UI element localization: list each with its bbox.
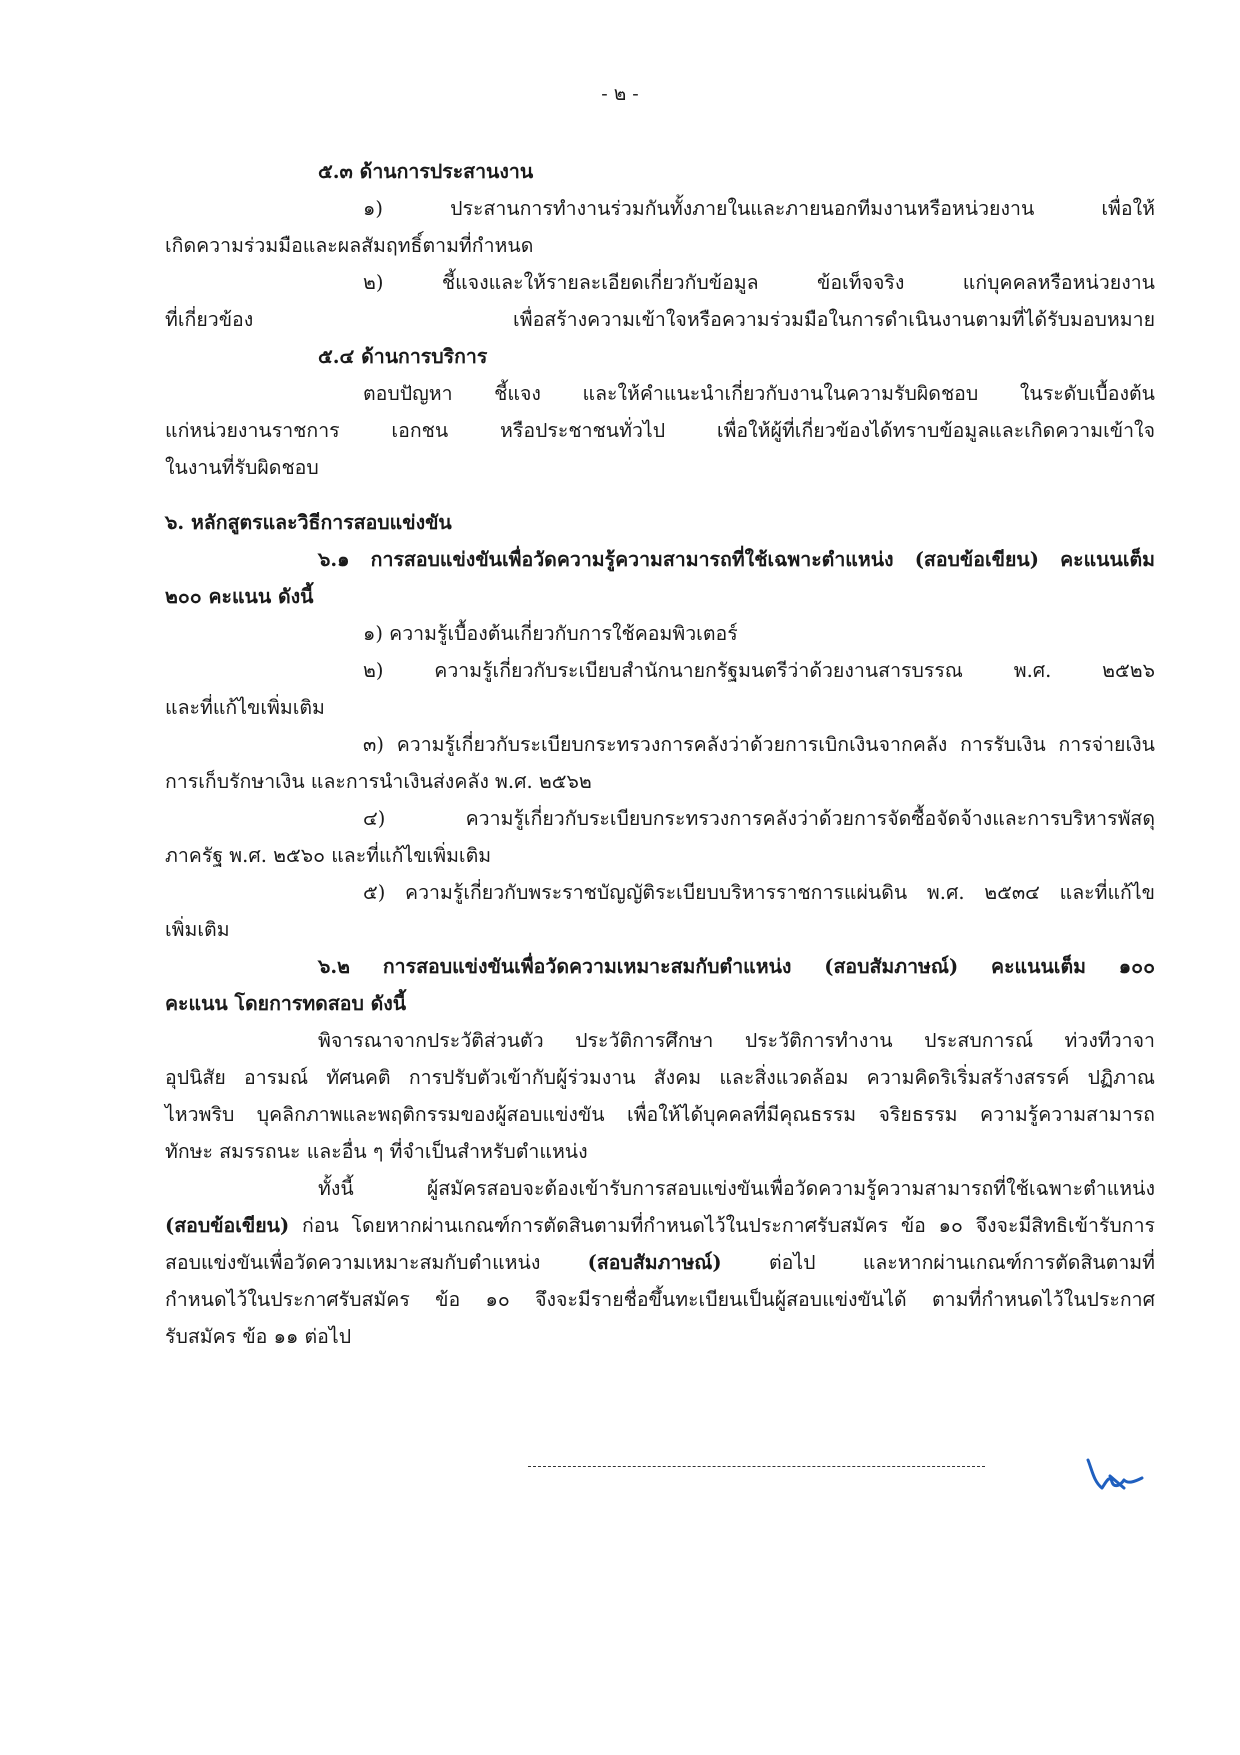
dashed-divider [528,1466,985,1467]
paragraph-line: กำหนดไว้ในประกาศรับสมัคร ข้อ ๑๐ จึงจะมีรายชื่อขึ้นทะเบียนเป็นผู้สอบแข่งขันได้ ตามที่กำหนดไว้ในประกาศ [165,1288,1155,1311]
section-5-4-title: ๕.๔ ด้านการบริการ [318,345,488,368]
signature-icon [1080,1448,1150,1498]
paragraph-line: ไหวพริบ บุคลิกภาพและพฤติกรรมของผู้สอบแข่งขัน เพื่อให้ได้บุคคลที่มีคุณธรรม จริยธรรม ความรู้ความสามารถ [165,1103,1155,1126]
paragraph-line: เกิดความร่วมมือและผลสัมฤทธิ์ตามที่กำหนด [165,234,534,257]
text-run: ก่อน โดยหากผ่านเกณฑ์การตัดสินตามที่กำหนดไว้ในประกาศรับสมัคร ข้อ ๑๐ จึงจะมีสิทธิเข้ารับการ [289,1214,1155,1237]
list-item: ๔) ความรู้เกี่ยวกับระเบียบกระทรวงการคลังว่าด้วยการจัดซื้อจัดจ้างและการบริหารพัสดุ [363,807,1155,830]
section-6-1-title-cont: ๒๐๐ คะแนน ดังนี้ [165,585,314,608]
paragraph-line: อุปนิสัย อารมณ์ ทัศนคติ การปรับตัวเข้ากับผู้ร่วมงาน สังคม และสิ่งแวดล้อม ความคิดริเริ่มสร้างสรรค์ ปฏิภาณ [165,1066,1155,1089]
section-6-2-title: ๖.๒ การสอบแข่งขันเพื่อวัดความเหมาะสมกับตำแหน่ง (สอบสัมภาษณ์) คะแนนเต็ม ๑๐๐ [318,955,1155,978]
section-6-1-title: ๖.๑ การสอบแข่งขันเพื่อวัดความรู้ความสามารถที่ใช้เฉพาะตำแหน่ง (สอบข้อเขียน) คะแนนเต็ม [318,548,1155,571]
section-6-title: ๖. หลักสูตรและวิธีการสอบแข่งขัน [165,511,452,534]
section-5-3-title: ๕.๓ ด้านการประสานงาน [318,160,534,183]
list-item: ๑) ความรู้เบื้องต้นเกี่ยวกับการใช้คอมพิวเตอร์ [363,622,738,645]
list-item-cont: เพิ่มเติม [165,918,230,941]
list-item: ๓) ความรู้เกี่ยวกับระเบียบกระทรวงการคลังว่าด้วยการเบิกเงินจากคลัง การรับเงิน การจ่ายเงิน [363,733,1155,756]
list-item: ๕) ความรู้เกี่ยวกับพระราชบัญญัติระเบียบบริหารราชการแผ่นดิน พ.ศ. ๒๕๓๔ และที่แก้ไข [363,881,1155,904]
paragraph-line: ๒) ชี้แจงและให้รายละเอียดเกี่ยวกับข้อมูล ข้อเท็จจริง แก่บุคคลหรือหน่วยงาน [363,271,1155,294]
page-number: - ๒ - [601,83,639,105]
bold-term: (สอบสัมภาษณ์) [587,1251,722,1274]
paragraph-line: พิจารณาจากประวัติส่วนตัว ประวัติการศึกษา ประวัติการทำงาน ประสบการณ์ ท่วงทีวาจา [318,1029,1155,1052]
paragraph-line: ทั้งนี้ ผู้สมัครสอบจะต้องเข้ารับการสอบแข่งขันเพื่อวัดความรู้ความสามารถที่ใช้เฉพาะตำแหน่ง [318,1177,1155,1200]
paragraph-line: ทักษะ สมรรถนะ และอื่น ๆ ที่จำเป็นสำหรับตำแหน่ง [165,1140,588,1163]
paragraph-line: ที่เกี่ยวข้อง เพื่อสร้างความเข้าใจหรือความร่วมมือในการดำเนินงานตามที่ได้รับมอบหมาย [165,308,1155,331]
paragraph-line: ในงานที่รับผิดชอบ [165,456,319,479]
paragraph-line [165,1208,1155,1244]
list-item-cont: ภาครัฐ พ.ศ. ๒๕๖๐ และที่แก้ไขเพิ่มเติม [165,844,492,867]
bold-term: (สอบข้อเขียน) [165,1214,290,1237]
section-6-2-title-cont: คะแนน โดยการทดสอบ ดังนี้ [165,992,407,1015]
text-run: สอบแข่งขันเพื่อวัดความเหมาะสมกับตำแหน่ง [165,1251,588,1274]
paragraph-line: ตอบปัญหา ชี้แจง และให้คำแนะนำเกี่ยวกับงานในความรับผิดชอบ ในระดับเบื้องต้น [363,382,1155,405]
paragraph-line [165,1245,1155,1281]
list-item: ๒) ความรู้เกี่ยวกับระเบียบสำนักนายกรัฐมนตรีว่าด้วยงานสารบรรณ พ.ศ. ๒๕๒๖ [363,659,1155,682]
paragraph-line: รับสมัคร ข้อ ๑๑ ต่อไป [165,1325,352,1348]
text-run: ต่อไป และหากผ่านเกณฑ์การตัดสินตามที่ [721,1251,1155,1274]
paragraph-line: ๑) ประสานการทำงานร่วมกันทั้งภายในและภายนอกทีมงานหรือหน่วยงาน เพื่อให้ [363,197,1155,220]
list-item-cont: การเก็บรักษาเงิน และการนำเงินส่งคลัง พ.ศ. ๒๕๖๒ [165,770,592,793]
list-item-cont: และที่แก้ไขเพิ่มเติม [165,696,325,719]
paragraph-line: แก่หน่วยงานราชการ เอกชน หรือประชาชนทั่วไป เพื่อให้ผู้ที่เกี่ยวข้องได้ทราบข้อมูลและเกิดความเข้าใจ [165,419,1155,442]
